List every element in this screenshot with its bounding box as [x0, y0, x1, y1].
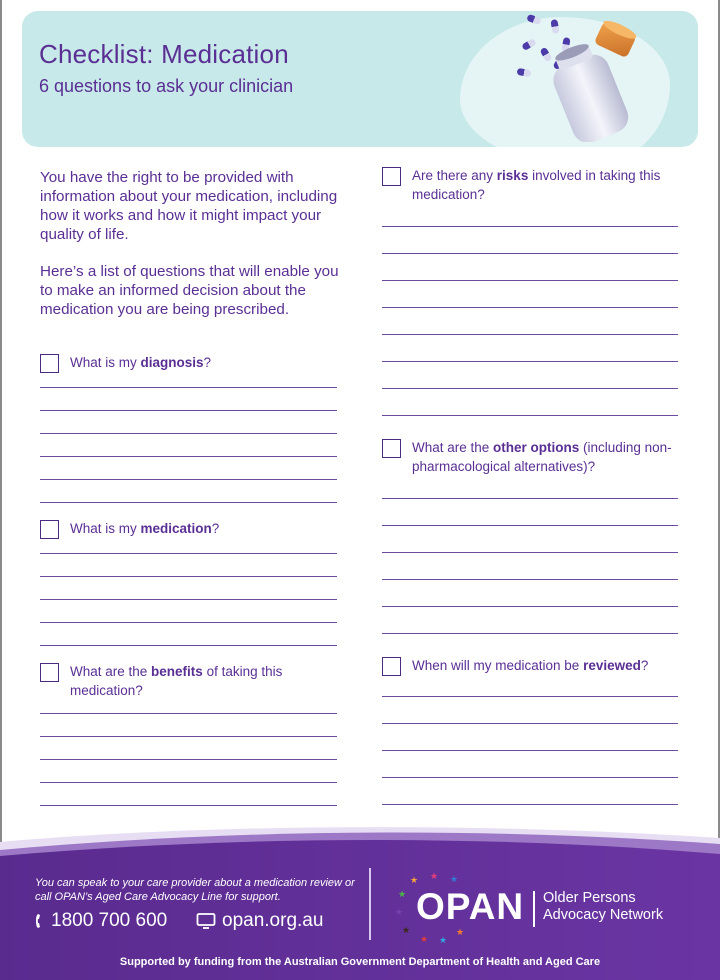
question-text: What is my diagnosis? [70, 355, 212, 370]
answer-line[interactable] [382, 498, 678, 499]
monitor-icon [196, 912, 216, 930]
pill-bottle-icon [530, 17, 640, 142]
answer-line[interactable] [40, 456, 337, 457]
question-risks [382, 166, 682, 204]
answer-line[interactable] [40, 576, 337, 577]
header-banner [22, 11, 698, 147]
checkbox-other-options[interactable] [382, 439, 401, 458]
footer-note: You can speak to your care provider about a medication review or call OPAN’s Aged Care Advocacy Line for support. [35, 877, 355, 903]
answer-line[interactable] [40, 599, 337, 600]
answer-line[interactable] [382, 280, 678, 281]
answer-line[interactable] [40, 479, 337, 480]
answer-line[interactable] [40, 782, 337, 783]
checkbox-diagnosis[interactable] [40, 354, 59, 373]
answer-line[interactable] [382, 361, 678, 362]
star-icon: ★ [395, 907, 404, 917]
phone-icon [35, 912, 47, 930]
answer-line[interactable] [40, 553, 337, 554]
answer-line[interactable] [382, 525, 678, 526]
checkbox-risks[interactable] [382, 167, 401, 186]
footer-divider [369, 868, 371, 940]
funding-statement: Supported by funding from the Australian Government Department of Health and Aged Care [119, 956, 601, 968]
checkbox-benefits[interactable] [40, 663, 59, 682]
question-medication [40, 519, 340, 539]
phone-number[interactable]: 1800 700 600 [51, 910, 168, 931]
answer-line[interactable] [382, 226, 678, 227]
page-subtitle: 6 questions to ask your clinician [39, 76, 294, 96]
star-icon: ★ [410, 875, 419, 885]
star-icon: ★ [430, 871, 439, 881]
question-text: What are the other options (including non-pharmacological alternatives)? [412, 440, 672, 474]
question-other-options [382, 438, 682, 476]
org-name-line1: Older Persons [543, 890, 636, 906]
checkbox-medication[interactable] [40, 520, 59, 539]
answer-line[interactable] [40, 759, 337, 760]
website-contact[interactable] [196, 910, 323, 932]
question-text: When will my medication be reviewed? [412, 658, 649, 673]
website-link[interactable]: opan.org.au [222, 910, 324, 931]
opan-logo: OPAN [416, 886, 525, 927]
phone-contact[interactable] [35, 910, 167, 932]
answer-line[interactable] [40, 622, 337, 623]
star-icon: ★ [456, 927, 465, 937]
answer-line[interactable] [40, 805, 337, 806]
answer-line[interactable] [382, 307, 678, 308]
answer-line[interactable] [382, 606, 678, 607]
answer-line[interactable] [382, 415, 678, 416]
org-name-line2: Advocacy Network [543, 907, 664, 923]
star-icon: ★ [420, 934, 429, 944]
answer-line[interactable] [382, 777, 678, 778]
answer-line[interactable] [382, 552, 678, 553]
question-reviewed [382, 656, 682, 676]
checkbox-reviewed[interactable] [382, 657, 401, 676]
question-text: What is my medication? [70, 521, 220, 536]
question-text: What are the benefits of taking this medication? [70, 664, 283, 698]
answer-line[interactable] [40, 387, 337, 388]
answer-line[interactable] [40, 502, 337, 503]
question-text: Are there any risks involved in taking this medication? [412, 168, 661, 202]
star-icon: ★ [398, 889, 407, 899]
star-icon: ★ [450, 874, 459, 884]
answer-line[interactable] [40, 736, 337, 737]
answer-line[interactable] [40, 645, 337, 646]
star-icon: ★ [402, 925, 411, 935]
intro-paragraph-questions: Here’s a list of questions that will enable you to make an informed decision about the medication you are being prescribed. [40, 263, 339, 318]
question-diagnosis [40, 353, 340, 373]
organisation-name [543, 890, 663, 924]
footer [0, 820, 720, 980]
answer-line[interactable] [382, 696, 678, 697]
star-icon: ★ [439, 935, 448, 945]
answer-line[interactable] [382, 723, 678, 724]
answer-line[interactable] [382, 633, 678, 634]
answer-line[interactable] [382, 804, 678, 805]
answer-line[interactable] [382, 334, 678, 335]
answer-line[interactable] [382, 750, 678, 751]
answer-line[interactable] [40, 410, 337, 411]
answer-line[interactable] [40, 713, 337, 714]
answer-line[interactable] [40, 433, 337, 434]
intro-paragraph-rights: You have the right to be provided with information about your medication, including how it works and how it might impact your quality of life. [40, 169, 338, 243]
question-benefits [40, 662, 340, 700]
answer-line[interactable] [382, 388, 678, 389]
page-title: Checklist: Medication [39, 39, 289, 69]
answer-line[interactable] [382, 579, 678, 580]
answer-line[interactable] [382, 253, 678, 254]
logo-separator [533, 891, 535, 927]
